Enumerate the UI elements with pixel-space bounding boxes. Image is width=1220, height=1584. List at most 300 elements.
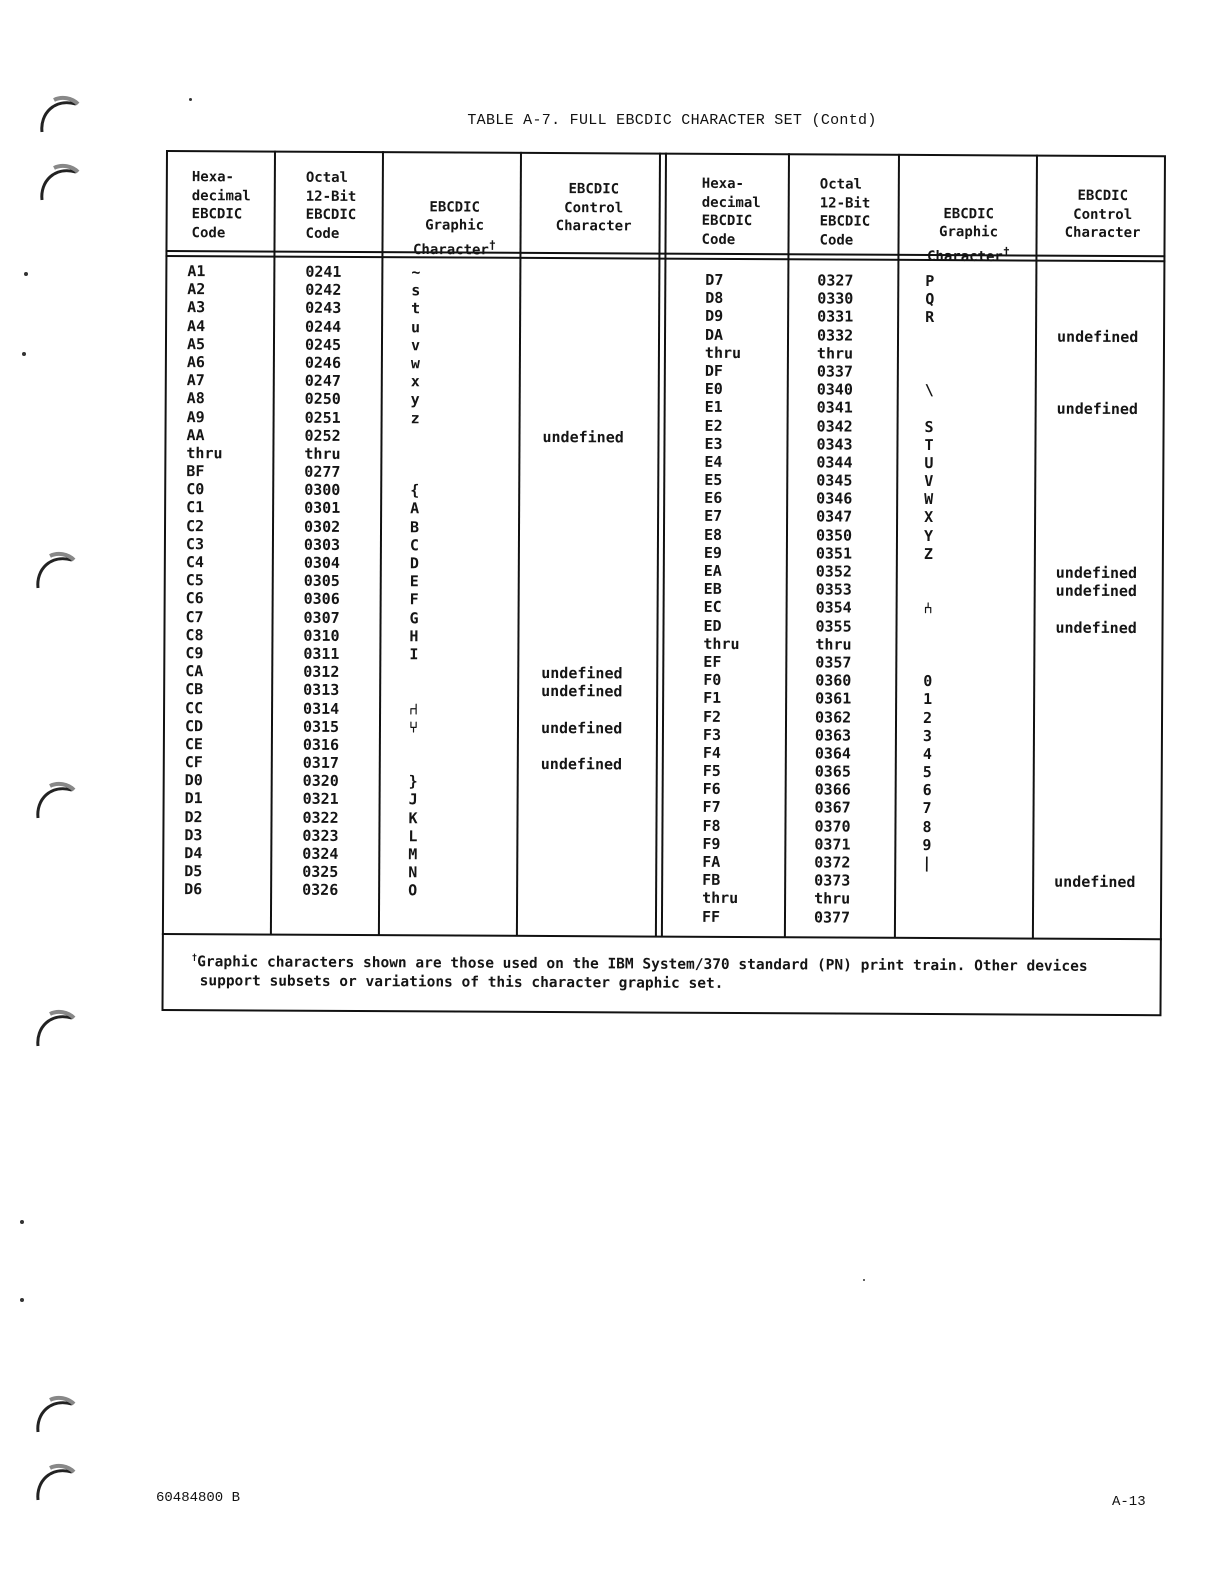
octal-cell: 0346 xyxy=(816,489,853,508)
graphic-cell xyxy=(922,872,931,890)
graphic-cell: N xyxy=(408,863,418,882)
footnote-dagger: † xyxy=(191,953,198,964)
control-cell xyxy=(1056,545,1137,564)
control-cell xyxy=(1055,709,1136,728)
octal-cell: 0325 xyxy=(302,862,339,882)
octal-cell: 0370 xyxy=(814,817,851,836)
hex-cell: F4 xyxy=(702,743,721,762)
graphic-cell xyxy=(409,736,418,754)
octal-cell: 0331 xyxy=(817,307,854,326)
octal-cell: 0252 xyxy=(304,426,341,445)
hex-cell: A8 xyxy=(186,389,205,408)
control-cell: undefined xyxy=(542,427,624,447)
octal-cell: 0337 xyxy=(816,362,854,381)
hex-cell: thru xyxy=(703,634,740,653)
octal-cell: 0377 xyxy=(813,907,851,927)
octal-cell: 0301 xyxy=(304,499,341,518)
graphic-cell xyxy=(923,654,932,672)
control-cell xyxy=(540,810,621,829)
hex-cell: E9 xyxy=(703,543,723,562)
graphic-cell: C xyxy=(409,536,420,555)
octal-cell: 0243 xyxy=(305,299,342,318)
control-cell xyxy=(1056,527,1137,546)
hex-cell: D2 xyxy=(184,807,203,826)
control-cell xyxy=(1055,691,1136,710)
footnote-line2: support subsets or variations of this character graphic set. xyxy=(199,972,724,992)
control-cell: undefined xyxy=(1056,327,1139,346)
hex-cell: DA xyxy=(704,325,724,344)
graphic-cell: F xyxy=(409,590,419,609)
control-cell xyxy=(543,300,624,319)
right-octal-column xyxy=(814,271,854,926)
control-cell xyxy=(1057,345,1138,364)
hex-cell: EA xyxy=(703,561,722,580)
octal-cell: 0246 xyxy=(304,353,342,372)
graphic-cell: | xyxy=(922,853,932,873)
control-cell xyxy=(543,337,624,356)
graphic-cell: A xyxy=(410,499,420,518)
hex-cell: thru xyxy=(704,343,742,362)
control-cell xyxy=(1057,418,1138,437)
octal-cell: 0241 xyxy=(305,262,342,281)
graphic-cell: 1 xyxy=(923,690,933,709)
scan-speck xyxy=(189,98,192,101)
octal-cell: 0362 xyxy=(814,707,852,727)
octal-cell: 0366 xyxy=(814,780,851,799)
graphic-cell: M xyxy=(408,845,418,864)
octal-cell: 0326 xyxy=(302,881,339,900)
right-hex-column xyxy=(702,271,742,926)
hex-cell: DF xyxy=(704,361,723,380)
hex-cell: C4 xyxy=(185,553,204,572)
hex-cell: EF xyxy=(703,652,722,671)
hex-cell: FA xyxy=(702,852,721,871)
scan-speck xyxy=(20,1220,24,1224)
control-cell xyxy=(543,409,624,428)
dagger-mark: † xyxy=(1002,243,1010,258)
dagger-mark: † xyxy=(488,237,496,252)
header-hex-right: Hexa- decimal EBCDIC Code xyxy=(701,175,761,248)
control-cell xyxy=(540,828,621,847)
header-graphic-label: EBCDIC Graphic Character xyxy=(412,198,489,258)
control-cell: undefined xyxy=(541,664,623,683)
graphic-cell: Y xyxy=(923,526,934,545)
control-cell xyxy=(1056,436,1137,455)
control-cell xyxy=(543,355,624,374)
octal-cell: 0323 xyxy=(302,826,339,845)
octal-cell: 0247 xyxy=(304,371,341,391)
control-cell xyxy=(1055,655,1136,674)
footnote xyxy=(192,949,1132,995)
page-number: A-13 xyxy=(1112,1494,1146,1510)
hex-cell: CF xyxy=(184,753,203,772)
control-cell xyxy=(543,264,624,283)
octal-cell: 0303 xyxy=(303,535,341,554)
octal-cell: 0304 xyxy=(303,553,341,572)
graphic-cell: 5 xyxy=(922,763,932,782)
document-number: 60484800 B xyxy=(156,1490,241,1506)
octal-cell: 0315 xyxy=(302,717,340,736)
left-control-column xyxy=(540,264,625,901)
graphic-cell: ⑃ xyxy=(923,599,933,618)
control-cell xyxy=(542,555,623,574)
octal-cell: 0372 xyxy=(814,853,851,872)
graphic-cell: P xyxy=(925,271,935,291)
binder-hole-icon xyxy=(32,1392,78,1438)
control-cell xyxy=(1055,800,1136,819)
graphic-cell: s xyxy=(411,281,421,300)
octal-cell: thru xyxy=(304,444,341,463)
graphic-cell: K xyxy=(408,808,418,827)
graphic-cell xyxy=(410,427,419,445)
octal-cell: 0316 xyxy=(302,735,340,754)
octal-cell: thru xyxy=(814,889,851,908)
hex-cell: C0 xyxy=(186,480,205,499)
graphic-cell: ~ xyxy=(411,263,421,282)
graphic-cell: Q xyxy=(925,290,935,309)
control-cell: undefined xyxy=(1055,581,1138,601)
octal-cell: 0327 xyxy=(817,271,854,290)
hex-cell: FB xyxy=(702,871,721,890)
hex-cell: A5 xyxy=(186,334,206,353)
graphic-cell: V xyxy=(924,472,934,491)
hex-cell: A1 xyxy=(187,262,206,281)
graphic-cell: W xyxy=(924,490,934,509)
scan-speck xyxy=(863,1279,865,1281)
graphic-cell: X xyxy=(924,508,934,527)
control-cell xyxy=(1057,309,1138,328)
control-cell xyxy=(1055,782,1136,801)
octal-cell: 0354 xyxy=(815,598,852,617)
graphic-cell: z xyxy=(410,408,420,427)
octal-cell: 0313 xyxy=(303,681,340,700)
graphic-cell xyxy=(410,445,419,463)
graphic-cell: 4 xyxy=(922,744,932,763)
hex-cell: C7 xyxy=(185,607,204,626)
octal-cell: 0245 xyxy=(304,335,342,354)
scan-speck xyxy=(22,352,26,356)
hex-cell: D4 xyxy=(184,844,203,863)
hex-cell: F9 xyxy=(702,834,721,853)
hex-cell: E3 xyxy=(704,434,723,453)
control-cell xyxy=(1054,891,1135,910)
hex-cell: D7 xyxy=(705,270,724,289)
hex-cell: D0 xyxy=(184,771,203,790)
hex-cell: C5 xyxy=(185,571,204,590)
header-graphic-label-right: EBCDIC Graphic Character xyxy=(926,205,1003,265)
octal-cell: 0312 xyxy=(303,662,340,682)
hex-cell: D6 xyxy=(184,880,203,899)
hex-cell: EC xyxy=(703,598,722,617)
octal-cell: 0306 xyxy=(303,590,340,609)
control-cell xyxy=(541,646,622,665)
octal-cell: 0250 xyxy=(304,390,341,409)
octal-cell: 0302 xyxy=(303,517,341,536)
control-cell xyxy=(1055,746,1136,765)
left-octal-column xyxy=(302,263,341,900)
graphic-cell: 6 xyxy=(922,781,932,800)
graphic-cell: ⑂ xyxy=(408,717,419,737)
octal-cell: 0244 xyxy=(305,317,342,336)
graphic-cell xyxy=(409,663,418,681)
octal-cell: 0343 xyxy=(816,435,853,454)
hex-cell: CC xyxy=(185,698,204,717)
control-cell: undefined xyxy=(1055,563,1138,583)
binder-hole-icon xyxy=(36,160,82,206)
graphic-cell xyxy=(410,463,419,481)
hex-cell: C6 xyxy=(185,589,204,608)
graphic-cell: T xyxy=(924,435,934,454)
graphic-cell xyxy=(925,345,934,363)
graphic-cell xyxy=(925,399,934,417)
control-cell xyxy=(542,464,623,483)
graphic-cell: v xyxy=(410,336,421,355)
control-cell xyxy=(543,391,624,410)
graphic-cell: 2 xyxy=(922,708,933,727)
binder-hole-icon xyxy=(32,778,78,824)
left-hex-column xyxy=(184,262,223,899)
control-cell xyxy=(1055,727,1136,746)
graphic-cell: \ xyxy=(924,381,934,400)
graphic-cell: 3 xyxy=(922,726,933,745)
control-cell: undefined xyxy=(540,718,623,738)
control-cell xyxy=(542,500,623,519)
hex-cell: thru xyxy=(186,443,223,463)
octal-cell: 0360 xyxy=(815,671,852,690)
graphic-cell xyxy=(924,563,933,581)
binder-hole-icon xyxy=(32,548,78,594)
hex-cell: CE xyxy=(184,734,203,754)
octal-cell: 0355 xyxy=(815,616,852,636)
octal-cell: thru xyxy=(816,344,854,363)
hex-cell: A3 xyxy=(187,298,206,317)
control-cell xyxy=(541,628,622,647)
control-cell xyxy=(541,791,622,810)
hex-cell: A2 xyxy=(187,280,206,299)
control-cell xyxy=(540,846,621,865)
control-cell xyxy=(543,319,624,338)
hex-cell: F8 xyxy=(702,816,721,835)
octal-cell: 0363 xyxy=(814,726,852,745)
hex-cell: A7 xyxy=(186,371,205,390)
control-cell xyxy=(542,573,623,592)
table-title: TABLE A-7. FULL EBCDIC CHARACTER SET (Contd) xyxy=(467,112,877,129)
graphic-cell: w xyxy=(410,354,420,373)
graphic-cell xyxy=(923,636,932,654)
hex-cell: C2 xyxy=(185,516,205,535)
graphic-cell: E xyxy=(409,572,419,591)
octal-cell: 0351 xyxy=(815,544,853,563)
octal-cell: 0317 xyxy=(302,753,339,772)
graphic-cell: Z xyxy=(923,544,933,563)
control-cell xyxy=(1054,909,1135,928)
graphic-cell xyxy=(925,327,934,345)
hex-cell: E7 xyxy=(704,507,723,526)
header-graphic-right xyxy=(903,186,1033,266)
octal-cell: 0364 xyxy=(814,744,852,763)
hex-cell: D9 xyxy=(705,307,724,326)
control-cell xyxy=(1056,600,1137,619)
octal-cell: 0350 xyxy=(815,526,853,545)
control-cell xyxy=(1057,273,1138,292)
graphic-cell: D xyxy=(409,554,419,573)
control-cell xyxy=(1056,491,1137,510)
graphic-cell: I xyxy=(409,645,419,664)
control-cell xyxy=(541,773,622,792)
octal-cell: 0352 xyxy=(815,562,852,581)
hex-cell: D8 xyxy=(705,289,724,308)
octal-cell: 0305 xyxy=(303,571,340,591)
control-cell xyxy=(1056,455,1137,474)
graphic-cell: x xyxy=(410,372,420,391)
control-cell xyxy=(1057,382,1138,401)
octal-cell: 0373 xyxy=(814,871,851,890)
header-control-right: EBCDIC Control Character xyxy=(1064,187,1141,242)
octal-cell: 0340 xyxy=(816,380,853,399)
graphic-cell: L xyxy=(408,827,418,846)
graphic-cell: B xyxy=(409,517,420,536)
graphic-cell xyxy=(925,363,934,381)
hex-cell: CB xyxy=(185,680,204,699)
hex-cell: thru xyxy=(702,889,739,908)
hex-cell: F2 xyxy=(702,707,722,726)
control-cell: undefined xyxy=(1054,872,1136,892)
hex-cell: F1 xyxy=(703,689,722,708)
control-cell xyxy=(1055,764,1136,783)
hex-cell: EB xyxy=(703,580,722,599)
octal-cell: 0332 xyxy=(816,325,854,345)
octal-cell: thru xyxy=(815,635,852,654)
header-octal-right: Octal 12-Bit EBCDIC Code xyxy=(819,176,871,249)
graphic-cell: 8 xyxy=(922,817,932,836)
control-cell xyxy=(541,737,622,756)
octal-cell: 0365 xyxy=(814,762,851,781)
graphic-cell: J xyxy=(408,790,418,809)
ebcdic-table xyxy=(161,150,1165,1016)
octal-cell: 0307 xyxy=(303,608,340,627)
hex-cell: E1 xyxy=(704,398,723,417)
control-cell xyxy=(1056,473,1137,492)
hex-cell: E2 xyxy=(704,416,723,435)
hex-cell: CA xyxy=(185,662,204,681)
octal-cell: 0367 xyxy=(814,798,851,818)
octal-cell: 0300 xyxy=(304,480,341,500)
control-cell xyxy=(542,519,623,538)
binder-hole-icon xyxy=(32,1460,78,1506)
header-octal: Octal 12-Bit EBCDIC Code xyxy=(305,169,357,242)
graphic-cell: O xyxy=(408,881,418,900)
header-graphic xyxy=(391,179,517,259)
control-cell xyxy=(542,591,623,610)
graphic-cell: y xyxy=(410,390,420,409)
control-cell: undefined xyxy=(1056,399,1138,419)
control-cell xyxy=(1055,673,1136,692)
graphic-cell xyxy=(409,754,418,772)
graphic-cell xyxy=(923,618,932,636)
control-cell: undefined xyxy=(540,755,623,774)
binder-hole-icon xyxy=(32,1006,78,1052)
footnote-line1: Graphic characters shown are those used on the IBM System/370 standard (PN) print train. Other devices xyxy=(197,954,1088,975)
graphic-cell: t xyxy=(411,299,421,318)
hex-cell: E0 xyxy=(704,379,723,399)
hex-cell: C8 xyxy=(185,625,204,644)
octal-cell: 0342 xyxy=(816,416,853,436)
header-hex: Hexa- decimal EBCDIC Code xyxy=(191,169,251,241)
graphic-cell: ⑁ xyxy=(409,699,419,718)
hex-cell: A6 xyxy=(186,353,205,372)
hex-cell: F3 xyxy=(702,725,722,744)
control-cell xyxy=(542,482,623,501)
hex-cell: F7 xyxy=(702,798,721,817)
control-cell xyxy=(1054,818,1135,837)
hex-cell: E6 xyxy=(704,489,723,508)
hex-cell: D5 xyxy=(184,862,203,881)
octal-cell: 0344 xyxy=(816,453,853,472)
octal-cell: 0371 xyxy=(814,835,851,854)
graphic-cell: { xyxy=(410,481,420,500)
right-control-column xyxy=(1054,273,1139,928)
octal-cell: 0322 xyxy=(302,808,339,827)
graphic-cell xyxy=(922,890,931,908)
octal-cell: 0361 xyxy=(815,689,852,708)
octal-cell: 0341 xyxy=(816,398,853,417)
octal-cell: 0310 xyxy=(303,626,340,645)
octal-cell: 0330 xyxy=(817,289,854,308)
hex-cell: CD xyxy=(184,716,204,735)
graphic-cell: H xyxy=(409,627,419,646)
graphic-cell: S xyxy=(924,417,934,436)
control-cell: undefined xyxy=(1055,618,1137,637)
hex-cell: BF xyxy=(186,462,205,481)
graphic-cell: } xyxy=(408,772,418,791)
hex-cell: FF xyxy=(701,907,721,926)
graphic-cell xyxy=(922,909,931,927)
control-cell xyxy=(1055,636,1136,655)
octal-cell: 0311 xyxy=(303,644,340,663)
control-cell xyxy=(540,882,621,901)
octal-cell: 0324 xyxy=(302,844,339,863)
control-cell xyxy=(543,282,624,301)
graphic-cell: u xyxy=(411,317,421,336)
control-cell xyxy=(543,373,624,392)
scan-speck xyxy=(20,1298,24,1302)
control-cell xyxy=(1057,291,1138,310)
octal-cell: 0251 xyxy=(304,408,341,427)
hex-cell: A4 xyxy=(187,316,206,335)
octal-cell: 0347 xyxy=(816,507,853,527)
hex-cell: C1 xyxy=(186,498,205,517)
control-cell xyxy=(541,700,622,719)
graphic-cell: 9 xyxy=(922,835,932,854)
control-cell xyxy=(1054,836,1135,855)
scan-speck xyxy=(24,272,28,276)
hex-cell: F6 xyxy=(702,780,721,799)
control-cell xyxy=(540,864,621,883)
header-control: EBCDIC Control Character xyxy=(555,181,632,235)
hex-cell: C9 xyxy=(185,644,204,663)
graphic-cell: U xyxy=(924,453,934,472)
hex-cell: ED xyxy=(703,616,722,635)
control-cell xyxy=(1054,855,1135,874)
graphic-cell: R xyxy=(925,308,935,327)
control-cell xyxy=(542,537,623,556)
control-cell xyxy=(1057,364,1138,383)
graphic-cell: G xyxy=(409,608,419,627)
graphic-cell xyxy=(409,682,418,700)
hex-cell: D3 xyxy=(184,825,203,845)
control-cell xyxy=(1056,509,1137,528)
hex-cell: A9 xyxy=(186,407,205,426)
